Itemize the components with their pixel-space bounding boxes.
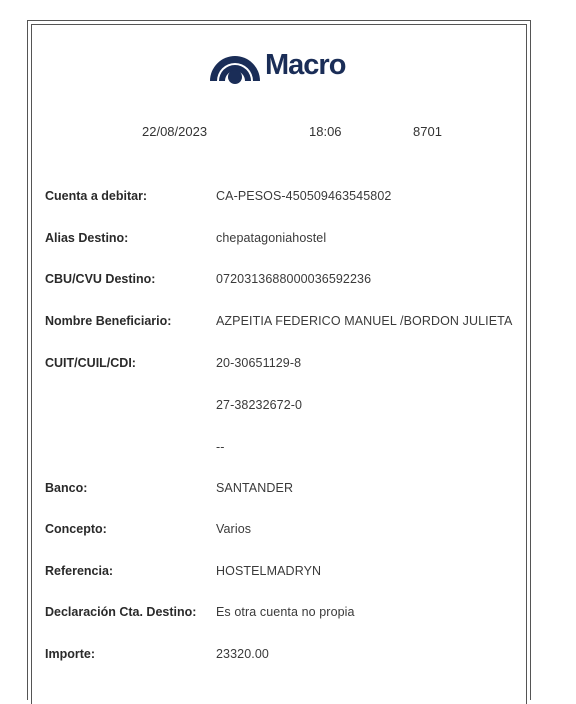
detail-value: -- <box>216 440 225 454</box>
transaction-date: 22/08/2023 <box>142 124 208 139</box>
detail-row <box>45 395 525 415</box>
macro-logo-icon <box>208 45 262 85</box>
detail-value: chepatagoniahostel <box>216 231 327 245</box>
detail-value: SANTANDER <box>216 481 294 495</box>
detail-row <box>45 353 525 373</box>
detail-label: CUIT/CUIL/CDI: <box>45 356 136 370</box>
detail-label: Cuenta a debitar: <box>45 189 148 203</box>
detail-row <box>45 644 525 664</box>
detail-value: AZPEITIA FEDERICO MANUEL /BORDON JULIETA <box>216 314 513 328</box>
detail-row <box>45 228 525 248</box>
detail-label: CBU/CVU Destino: <box>45 272 156 286</box>
detail-value: Es otra cuenta no propia <box>216 605 355 619</box>
detail-row <box>45 478 525 498</box>
detail-label: Alias Destino: <box>45 231 129 245</box>
detail-row <box>45 561 525 581</box>
detail-label: Declaración Cta. Destino: <box>45 605 197 619</box>
detail-value: 20-30651129-8 <box>216 356 302 370</box>
macro-logo <box>208 44 345 86</box>
detail-row <box>45 437 525 457</box>
detail-label: Nombre Beneficiario: <box>45 314 172 328</box>
detail-value: CA-PESOS-450509463545802 <box>216 189 392 203</box>
detail-label: Referencia: <box>45 564 114 578</box>
transaction-number: 8701 <box>413 124 442 139</box>
detail-row <box>45 519 525 539</box>
brand-name: Macro <box>265 48 346 81</box>
detail-value: Varios <box>216 522 252 536</box>
detail-label: Banco: <box>45 481 88 495</box>
transaction-time: 18:06 <box>309 124 342 139</box>
detail-value: 27-38232672-0 <box>216 398 303 412</box>
detail-row <box>45 186 525 206</box>
detail-row <box>45 269 525 289</box>
detail-value: 23320.00 <box>216 647 269 661</box>
detail-row <box>45 602 525 622</box>
detail-value: 0720313688000036592236 <box>216 272 372 286</box>
detail-row <box>45 311 525 331</box>
detail-label: Concepto: <box>45 522 107 536</box>
detail-value: HOSTELMADRYN <box>216 564 322 578</box>
detail-label: Importe: <box>45 647 95 661</box>
